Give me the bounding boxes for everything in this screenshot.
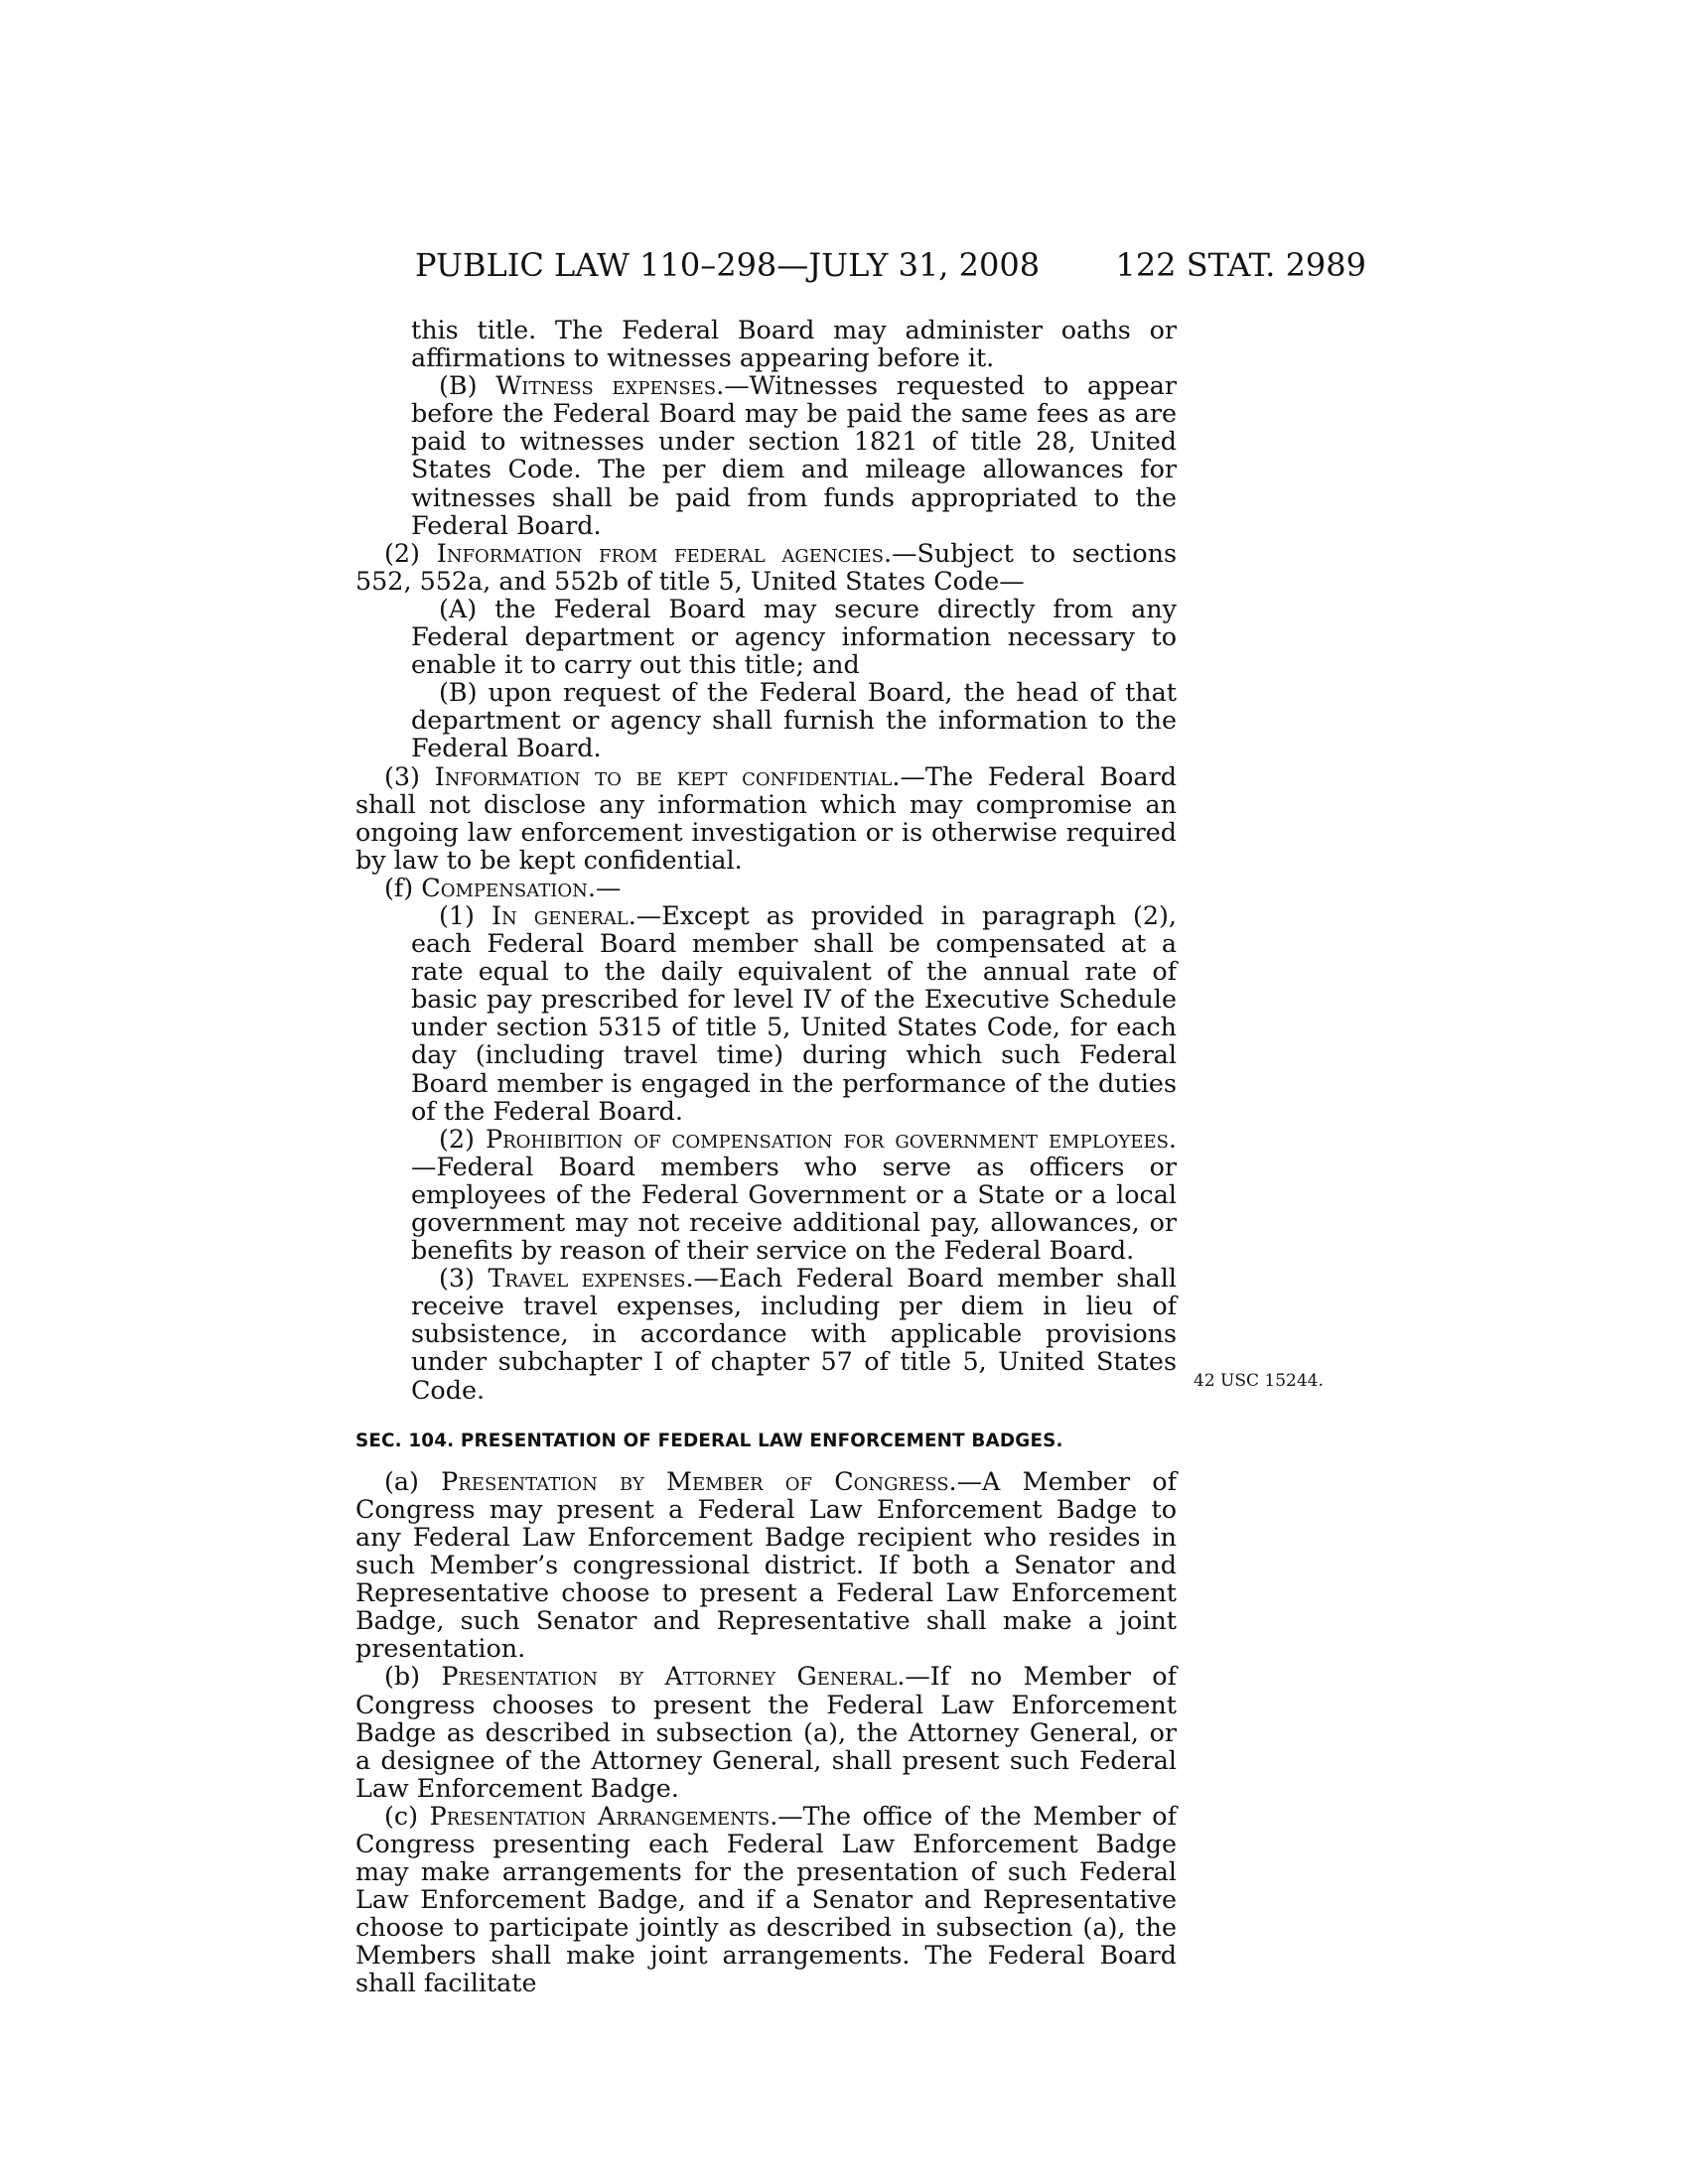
paragraph-text: (A) the Federal Board may secure directly from any Federal department or agency information necessary to enable it to carry out this title; and bbox=[411, 593, 1177, 680]
paragraph-heading: Presentation Arrangements. bbox=[429, 1800, 778, 1831]
paragraph bbox=[411, 1125, 1177, 1264]
margin-note: 42 USC 15244. bbox=[1194, 1371, 1324, 1391]
paragraph-label: (c) bbox=[384, 1800, 430, 1831]
paragraph-heading: Presentation by Attorney General. bbox=[441, 1661, 906, 1692]
paragraph-label: (2) bbox=[384, 537, 437, 568]
paragraph-heading: Witness expenses. bbox=[495, 370, 725, 401]
page-header bbox=[415, 246, 1366, 286]
paragraph-label: (f) bbox=[384, 872, 422, 902]
paragraph-text: (B) upon request of the Federal Board, the head of that department or agency shall furnish the information to the Federal Board. bbox=[411, 677, 1177, 763]
paragraph-label: (B) bbox=[439, 370, 496, 401]
paragraph bbox=[355, 1802, 1177, 1997]
paragraph bbox=[355, 1662, 1177, 1801]
paragraph-heading: Prohibition of compensation for government employees. bbox=[486, 1123, 1177, 1154]
paragraph-text: —If no Member of Congress chooses to present the Federal Law Enforcement Badge as described in subsection (a), the Attorney General, or a designee of the Attorney General, shall present such Federal Law Enforcement Badge. bbox=[355, 1661, 1177, 1803]
paragraph-text: —Subject to sections 552, 552a, and 552b of title 5, United States Code— bbox=[355, 537, 1177, 596]
paragraph-label: (3) bbox=[439, 1263, 489, 1294]
paragraph bbox=[411, 901, 1177, 1125]
paragraph-text: this title. The Federal Board may administer oaths or affirmations to witnesses appearing before it. bbox=[411, 315, 1177, 373]
paragraph-heading: Information from federal agencies. bbox=[436, 537, 893, 568]
paragraph-label: (1) bbox=[439, 899, 492, 930]
paragraph bbox=[355, 874, 1177, 901]
body-text bbox=[355, 316, 1177, 1997]
paragraph-heading: Compensation. bbox=[421, 872, 596, 902]
paragraph-text: —Except as provided in paragraph (2), each Federal Board member shall be compensated at a rate equal to the daily equivalent of the annual rate of basic pay prescribed for level IV of the Executive Schedule under section 5315 of title 5, United States Code, for each day (including travel time) during which such Federal Board member is engaged in the performance of the duties of the Federal Board. bbox=[411, 899, 1177, 1126]
paragraph-label: (3) bbox=[384, 760, 435, 791]
paragraph bbox=[411, 595, 1177, 678]
paragraph bbox=[411, 1264, 1177, 1403]
paragraph bbox=[411, 678, 1177, 761]
paragraph-text: —A Member of Congress may present a Federal Law Enforcement Badge to any Federal Law Enforcement Badge recipient who resides in such Member’s congressional district. If both a Senator and Representative choose to present a Federal Law Enforcement Badge, such Senator and Representative shall make a joint presentation. bbox=[355, 1465, 1177, 1664]
paragraph-text: —The Federal Board shall not disclose any information which may compromise an ongoing law enforcement investigation or is otherwise required by law to be kept confidential. bbox=[355, 760, 1177, 875]
paragraph-heading: Presentation by Member of Congress. bbox=[441, 1465, 957, 1496]
paragraph-text: — bbox=[595, 872, 622, 902]
paragraph bbox=[355, 762, 1177, 874]
paragraph-heading: In general. bbox=[492, 899, 636, 930]
paragraph bbox=[355, 1467, 1177, 1663]
paragraph-text: —The office of the Member of Congress presenting each Federal Law Enforcement Badge may make arrangements for the presentation of such Federal Law Enforcement Badge, and if a Senator and Representative choose to participate jointly as described in subsection (a), the Members shall make joint arrangements. The Federal Board shall facilitate bbox=[355, 1800, 1177, 1998]
paragraph-label: (2) bbox=[439, 1123, 487, 1154]
paragraph bbox=[411, 371, 1177, 539]
paragraph bbox=[355, 539, 1177, 595]
paragraph-text: —Witnesses requested to appear before the Federal Board may be paid the same fees as are paid to witnesses under section 1821 of title 28, United States Code. The per diem and mileage allowances for witnesses shall be paid from funds appropriated to the Federal Board. bbox=[411, 370, 1177, 540]
running-title: PUBLIC LAW 110–298—JULY 31, 2008 bbox=[415, 246, 1041, 284]
statute-page-number: 122 STAT. 2989 bbox=[1115, 246, 1366, 284]
paragraph bbox=[411, 316, 1177, 371]
paragraph-heading: Travel expenses. bbox=[488, 1263, 694, 1294]
paragraph-heading: Information to be kept confidential. bbox=[434, 760, 901, 791]
section-heading: SEC. 104. PRESENTATION OF FEDERAL LAW ENFORCEMENT BADGES. bbox=[355, 1430, 1063, 1451]
paragraph-text: —Federal Board members who serve as officers or employees of the Federal Government or a State or a local government may not receive additional pay, allowances, or benefits by reason of their service on the Federal Board. bbox=[411, 1151, 1177, 1266]
paragraph-label: (b) bbox=[384, 1661, 442, 1692]
paragraph-label: (a) bbox=[384, 1465, 442, 1496]
paragraph-text: —Each Federal Board member shall receive travel expenses, including per diem in lieu of subsistence, in accordance with applicable provisions under subchapter I of chapter 57 of title 5, United States Code. bbox=[411, 1263, 1177, 1405]
